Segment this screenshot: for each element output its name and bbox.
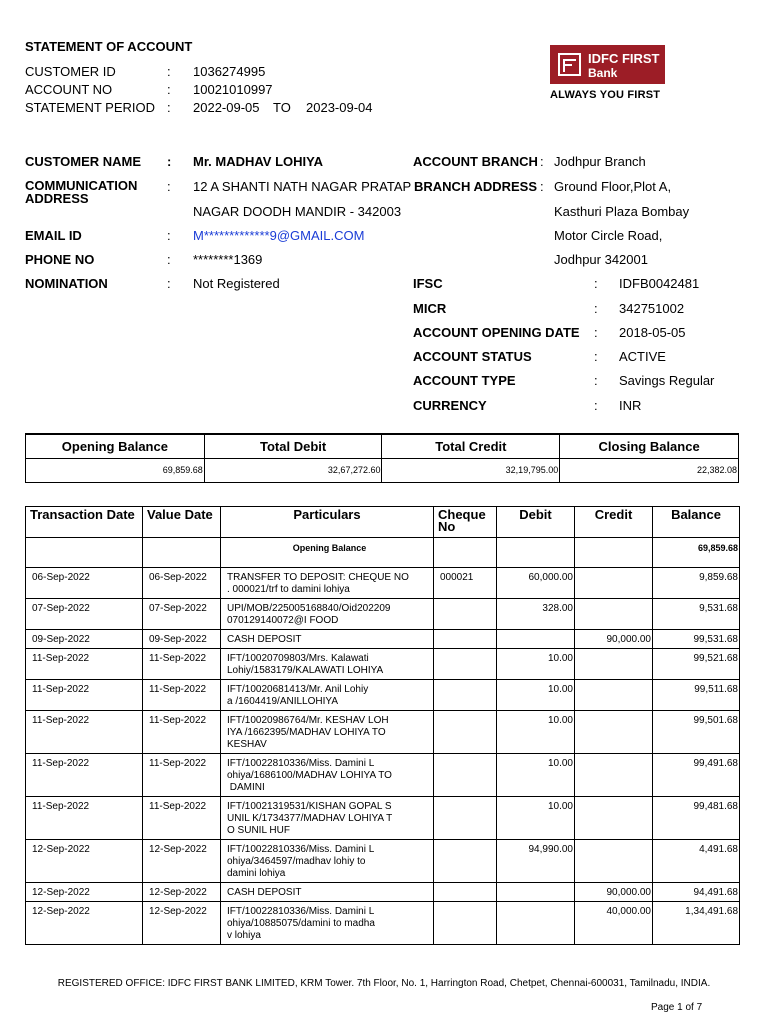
address-line-2: NAGAR DOODH MANDIR - 342003: [193, 204, 402, 219]
credit-amount: [575, 797, 653, 840]
particulars-line: ohiya/1686100/MADHAV LOHIYA TO: [227, 770, 392, 781]
balance-amount: 99,511.68: [653, 680, 740, 711]
particulars-line: IFT/10020986764/Mr. KESHAV LOH: [227, 715, 389, 726]
account-opening-date-label: ACCOUNT OPENING DATE: [413, 325, 580, 340]
debit-amount: 10.00: [497, 649, 575, 680]
customer-name-value: Mr. MADHAV LOHIYA: [193, 154, 324, 169]
colon: :: [167, 82, 171, 97]
particulars-line: IFT/10021319531/KISHAN GOPAL S: [227, 801, 392, 812]
summary-closing-balance: 22,382.08: [560, 458, 739, 482]
statement-period-label: STATEMENT PERIOD: [25, 100, 156, 115]
account-branch-label: ACCOUNT BRANCH: [413, 154, 538, 169]
particulars-line: v lohiya: [227, 930, 261, 941]
balance-amount: 99,501.68: [653, 711, 740, 754]
opening-balance-value: 69,859.68: [653, 538, 740, 568]
credit-amount: [575, 754, 653, 797]
balance-amount: 1,34,491.68: [653, 902, 740, 945]
cheque-no: [434, 599, 497, 630]
particulars-line: IFT/10022810336/Miss. Damini L: [227, 844, 375, 855]
colon: :: [594, 349, 598, 364]
statement-title: STATEMENT OF ACCOUNT: [25, 39, 193, 54]
account-status-label: ACCOUNT STATUS: [413, 349, 532, 364]
table-row: [26, 599, 740, 630]
colon: :: [167, 276, 171, 291]
table-row: [26, 883, 740, 902]
balance-amount: 4,491.68: [653, 840, 740, 883]
table-row: [26, 840, 740, 883]
summary-header-closing: Closing Balance: [560, 434, 739, 458]
phone-label: PHONE NO: [25, 252, 95, 267]
particulars: [221, 649, 434, 680]
account-type-value: Savings Regular: [619, 373, 715, 388]
transaction-date: 11-Sep-2022: [26, 711, 143, 754]
particulars: [221, 883, 434, 902]
bank-logo-icon: [558, 53, 581, 76]
address-label: COMMUNICATION ADDRESS: [25, 178, 138, 206]
debit-amount: 328.00: [497, 599, 575, 630]
account-no-label: ACCOUNT NO: [25, 82, 113, 97]
period-to-word: TO: [273, 100, 291, 115]
header-transaction-date: Transaction Date: [26, 507, 143, 538]
balance-amount: 99,481.68: [653, 797, 740, 840]
value-date: 11-Sep-2022: [143, 711, 221, 754]
currency-label: CURRENCY: [413, 398, 487, 413]
particulars-line: a /1604419/ANILLOHIYA: [227, 696, 338, 707]
debit-amount: [497, 630, 575, 649]
colon: :: [540, 154, 544, 169]
debit-amount: 94,990.00: [497, 840, 575, 883]
value-date: 12-Sep-2022: [143, 883, 221, 902]
summary-opening-balance: 69,859.68: [26, 458, 205, 482]
value-date: 11-Sep-2022: [143, 649, 221, 680]
opening-balance-row: [26, 538, 740, 568]
header-balance: Balance: [653, 507, 740, 538]
registered-office: REGISTERED OFFICE: IDFC FIRST BANK LIMITED, KRM Tower. 7th Floor, No. 1, Harrington Road, Chetpet, Chennai-600031, Tamilnadu, INDIA.: [57, 978, 711, 989]
particulars: [221, 840, 434, 883]
transaction-date: 11-Sep-2022: [26, 754, 143, 797]
colon: :: [167, 252, 171, 267]
particulars: [221, 797, 434, 840]
value-date: 11-Sep-2022: [143, 754, 221, 797]
transaction-date: 06-Sep-2022: [26, 568, 143, 599]
value-date: 11-Sep-2022: [143, 680, 221, 711]
page-number: Page 1 of 7: [651, 1002, 703, 1013]
period-to: 2023-09-04: [306, 100, 373, 115]
credit-amount: 90,000.00: [575, 630, 653, 649]
particulars: [221, 680, 434, 711]
currency-value: INR: [619, 398, 642, 413]
colon: :: [594, 373, 598, 388]
particulars-line: CASH DEPOSIT: [227, 634, 302, 645]
header-credit: Credit: [575, 507, 653, 538]
transaction-date: 11-Sep-2022: [26, 649, 143, 680]
table-row: [26, 568, 740, 599]
branch-address-line-2: Kasthuri Plaza Bombay: [554, 204, 690, 219]
colon: :: [167, 100, 171, 115]
value-date: 12-Sep-2022: [143, 902, 221, 945]
value-date: 09-Sep-2022: [143, 630, 221, 649]
table-row: [26, 711, 740, 754]
credit-amount: [575, 649, 653, 680]
colon: :: [594, 301, 598, 316]
particulars-line: UPI/MOB/225005168840/Oid202209: [227, 603, 391, 614]
debit-amount: 10.00: [497, 797, 575, 840]
table-row: [26, 649, 740, 680]
particulars: [221, 711, 434, 754]
table-row: [26, 902, 740, 945]
balance-amount: 9,531.68: [653, 599, 740, 630]
header-value-date: Value Date: [143, 507, 221, 538]
debit-amount: 10.00: [497, 754, 575, 797]
summary-total-credit: 32,19,795.00: [382, 458, 560, 482]
email-label: EMAIL ID: [25, 228, 82, 243]
cheque-no: [434, 711, 497, 754]
particulars-line: damini lohiya: [227, 868, 286, 879]
cheque-no: [434, 649, 497, 680]
colon: :: [167, 64, 171, 79]
cheque-no: [434, 630, 497, 649]
credit-amount: 40,000.00: [575, 902, 653, 945]
customer-id-value: 1036274995: [193, 64, 266, 79]
colon: :: [167, 228, 171, 243]
particulars-line: KESHAV: [227, 739, 267, 750]
account-opening-date-value: 2018-05-05: [619, 325, 686, 340]
debit-amount: 10.00: [497, 680, 575, 711]
header-particulars: Particulars: [221, 507, 434, 538]
colon: :: [594, 398, 598, 413]
cheque-no: [434, 680, 497, 711]
summary-header-opening: Opening Balance: [26, 434, 205, 458]
account-branch-value: Jodhpur Branch: [554, 154, 646, 169]
value-date: 11-Sep-2022: [143, 797, 221, 840]
summary-header-credit: Total Credit: [382, 434, 560, 458]
particulars: [221, 754, 434, 797]
particulars-line: ohiya/3464597/madhav lohiy to: [227, 856, 366, 867]
customer-id-label: CUSTOMER ID: [25, 64, 116, 79]
particulars-line: UNIL K/1734377/MADHAV LOHIYA T: [227, 813, 393, 824]
branch-address-line-1: Ground Floor,Plot A,: [554, 179, 672, 194]
credit-amount: 90,000.00: [575, 883, 653, 902]
value-date: 07-Sep-2022: [143, 599, 221, 630]
transaction-date: 09-Sep-2022: [26, 630, 143, 649]
balance-amount: 99,521.68: [653, 649, 740, 680]
balance-amount: 99,491.68: [653, 754, 740, 797]
balance-amount: 94,491.68: [653, 883, 740, 902]
particulars-line: ohiya/10885075/damini to madha: [227, 918, 375, 929]
particulars: [221, 630, 434, 649]
transaction-date: 07-Sep-2022: [26, 599, 143, 630]
micr-value: 342751002: [619, 301, 685, 316]
particulars-line: Lohiy/1583179/KALAWATI LOHIYA: [227, 665, 384, 676]
balance-summary-table: [25, 433, 739, 483]
particulars-line: 070129140072@I FOOD: [227, 615, 339, 626]
branch-address-label: BRANCH ADDRESS: [414, 179, 538, 194]
transaction-date: 11-Sep-2022: [26, 680, 143, 711]
branch-address-line-3: Motor Circle Road,: [554, 228, 663, 243]
colon: :: [594, 325, 598, 340]
cheque-no: [434, 902, 497, 945]
particulars-line: IFT/10020681413/Mr. Anil Lohiy: [227, 684, 369, 695]
account-type-label: ACCOUNT TYPE: [413, 373, 516, 388]
particulars-line: . 000021/trf to damini lohiya: [227, 584, 350, 595]
transaction-date: 12-Sep-2022: [26, 902, 143, 945]
micr-label: MICR: [413, 301, 447, 316]
cheque-no: [434, 840, 497, 883]
transaction-date: 11-Sep-2022: [26, 797, 143, 840]
table-row: [26, 797, 740, 840]
phone-value: ********1369: [193, 252, 263, 267]
particulars-line: O SUNIL HUF: [227, 825, 290, 836]
table-row: [26, 754, 740, 797]
colon: :: [540, 179, 544, 194]
particulars: [221, 599, 434, 630]
value-date: 12-Sep-2022: [143, 840, 221, 883]
particulars-line: IFT/10022810336/Miss. Damini L: [227, 758, 375, 769]
bank-logo: [550, 45, 665, 84]
cheque-no: [434, 754, 497, 797]
credit-amount: [575, 680, 653, 711]
bank-logo-name: IDFC FIRST: [588, 51, 660, 66]
customer-name-label: CUSTOMER NAME: [25, 154, 142, 169]
colon: :: [167, 179, 171, 194]
transaction-date: 12-Sep-2022: [26, 883, 143, 902]
debit-amount: [497, 902, 575, 945]
cheque-no: [434, 797, 497, 840]
branch-address-line-4: Jodhpur 342001: [554, 252, 648, 267]
credit-amount: [575, 568, 653, 599]
colon: :: [167, 154, 172, 169]
summary-header-debit: Total Debit: [204, 434, 382, 458]
colon: :: [594, 276, 598, 291]
address-line-1: 12 A SHANTI NATH NAGAR PRATAP: [193, 179, 412, 194]
transactions-table: [25, 506, 740, 945]
table-row: [26, 630, 740, 649]
email-value[interactable]: M*************9@GMAIL.COM: [193, 228, 365, 243]
cheque-no: [434, 883, 497, 902]
summary-total-debit: 32,67,272.60: [204, 458, 382, 482]
particulars: [221, 902, 434, 945]
account-no-value: 10021010997: [193, 82, 273, 97]
credit-amount: [575, 599, 653, 630]
credit-amount: [575, 840, 653, 883]
transaction-date: 12-Sep-2022: [26, 840, 143, 883]
period-from: 2022-09-05: [193, 100, 260, 115]
balance-amount: 9,859.68: [653, 568, 740, 599]
value-date: 06-Sep-2022: [143, 568, 221, 599]
debit-amount: [497, 883, 575, 902]
particulars-line: CASH DEPOSIT: [227, 887, 302, 898]
bank-logo-subname: Bank: [588, 66, 618, 80]
particulars-line: DAMINI: [227, 782, 265, 793]
ifsc-label: IFSC: [413, 276, 443, 291]
ifsc-value: IDFB0042481: [619, 276, 700, 291]
debit-amount: 10.00: [497, 711, 575, 754]
header-cheque-no: Cheque No: [434, 507, 497, 538]
particulars: [221, 568, 434, 599]
debit-amount: 60,000.00: [497, 568, 575, 599]
particulars-line: IFT/10020709803/Mrs. Kalawati: [227, 653, 369, 664]
table-row: [26, 680, 740, 711]
nomination-value: Not Registered: [193, 276, 280, 291]
nomination-label: NOMINATION: [25, 276, 108, 291]
bank-tagline: ALWAYS YOU FIRST: [550, 89, 661, 101]
cheque-no: 000021: [434, 568, 497, 599]
particulars-line: TRANSFER TO DEPOSIT: CHEQUE NO: [227, 572, 409, 583]
account-status-value: ACTIVE: [619, 349, 666, 364]
header-debit: Debit: [497, 507, 575, 538]
credit-amount: [575, 711, 653, 754]
particulars-line: IFT/10022810336/Miss. Damini L: [227, 906, 375, 917]
particulars-line: IYA /1662395/MADHAV LOHIYA TO: [227, 727, 386, 738]
opening-balance-label: Opening Balance: [221, 538, 434, 568]
balance-amount: 99,531.68: [653, 630, 740, 649]
